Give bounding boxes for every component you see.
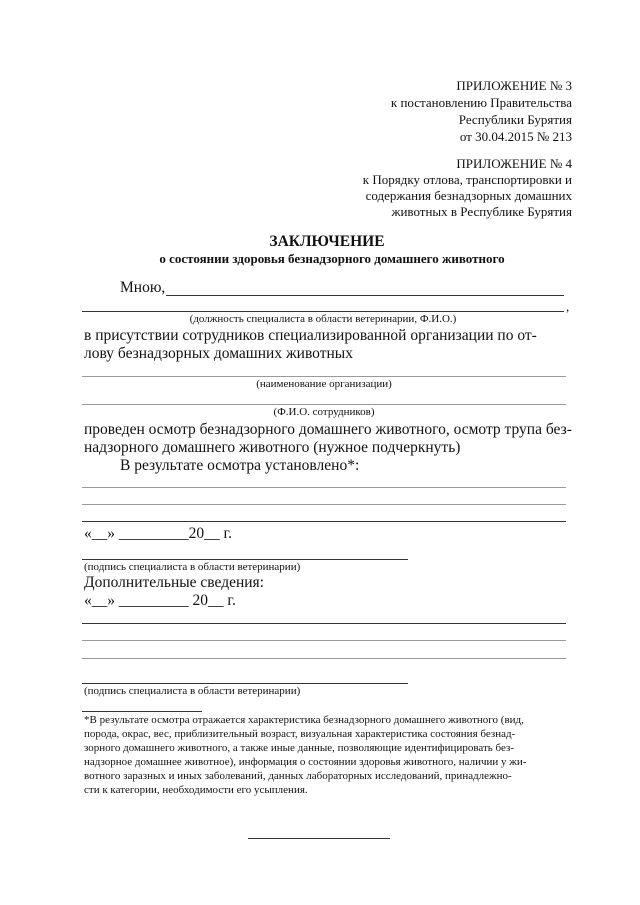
appendix3-line1: к постановлению Правительства	[390, 95, 572, 110]
signature-line-1[interactable]	[82, 559, 408, 560]
specialist-caption: (должность специалиста в области ветеринарии, Ф.И.О.)	[189, 313, 457, 325]
additional-field-line2[interactable]	[82, 640, 566, 641]
appendix4-line2: содержания безнадзорных домашних	[365, 188, 572, 203]
footnote-line3: зорного домашнего животного, а также иные данные, позволяющие идентифицировать без-	[84, 742, 515, 754]
date-field-1[interactable]: «__» _________20__ г.	[84, 525, 232, 542]
appendix3-line2: Республики Бурятия	[458, 112, 572, 127]
appendix3-line3: от 30.04.2015 № 213	[459, 129, 572, 144]
by-me-label: Мною,	[120, 279, 166, 296]
additional-field-line1[interactable]	[82, 623, 566, 624]
specialist-field-line[interactable]	[166, 295, 564, 296]
exam-text-line1: проведен осмотр безнадзорного домашнего животного, осмотр трупа без-	[84, 421, 572, 438]
result-field-line3[interactable]	[82, 521, 566, 522]
document-subtitle: о состоянии здоровья безнадзорного домашнего животного	[159, 251, 505, 266]
footnote-line5: вотного заразных и иных заболеваний, данных лабораторных исследований, принадлежно-	[84, 770, 512, 782]
footnote-line1: *В результате осмотра отражается характеристика безнадзорного домашнего животного (вид,	[84, 714, 524, 726]
date-field-2[interactable]: «__» _________ 20__ г.	[84, 592, 236, 609]
appendix3-title: ПРИЛОЖЕНИЕ № 3	[456, 78, 572, 93]
additional-info-label: Дополнительные сведения:	[84, 574, 264, 591]
comma: ,	[566, 299, 570, 314]
end-separator	[248, 838, 390, 839]
specialist-field-line2[interactable]	[82, 311, 564, 312]
presence-text-line1: в присутствии сотрудников специализированной организации по от-	[84, 327, 537, 344]
result-field-line2[interactable]	[82, 504, 566, 505]
appendix4-line3: животных в Республике Бурятия	[391, 204, 572, 219]
footnote-line2: порода, окрас, вес, приблизительный возраст, визуальная характеристика состояния безнад-	[84, 728, 516, 740]
signature-caption-1: (подпись специалиста в области ветеринарии)	[84, 561, 301, 573]
presence-text-line2: лову безнадзорных домашних животных	[84, 345, 353, 362]
staff-caption: (Ф.И.О. сотрудников)	[273, 406, 375, 418]
footnote-separator	[82, 711, 202, 712]
footnote-line4: надзорное домашнее животное), информация о состоянии здоровья животного, наличии у жи-	[84, 756, 527, 768]
appendix4-title: ПРИЛОЖЕНИЕ № 4	[456, 156, 572, 171]
result-label: В результате осмотра установлено*:	[120, 457, 360, 474]
signature-line-2[interactable]	[82, 683, 408, 684]
additional-field-line3[interactable]	[82, 658, 566, 659]
signature-caption-2: (подпись специалиста в области ветеринарии)	[84, 685, 301, 697]
organization-field-line[interactable]	[82, 376, 566, 377]
staff-field-line[interactable]	[82, 404, 566, 405]
appendix4-line1: к Порядку отлова, транспортировки и	[362, 172, 572, 187]
exam-text-line2: надзорного домашнего животного (нужное подчеркнуть)	[84, 439, 461, 456]
organization-caption: (наименование организации)	[256, 378, 392, 390]
result-field-line1[interactable]	[82, 487, 566, 488]
footnote-line6: сти к категории, необходимости его усыпления.	[84, 784, 308, 796]
document-title: ЗАКЛЮЧЕНИЕ	[269, 233, 385, 250]
